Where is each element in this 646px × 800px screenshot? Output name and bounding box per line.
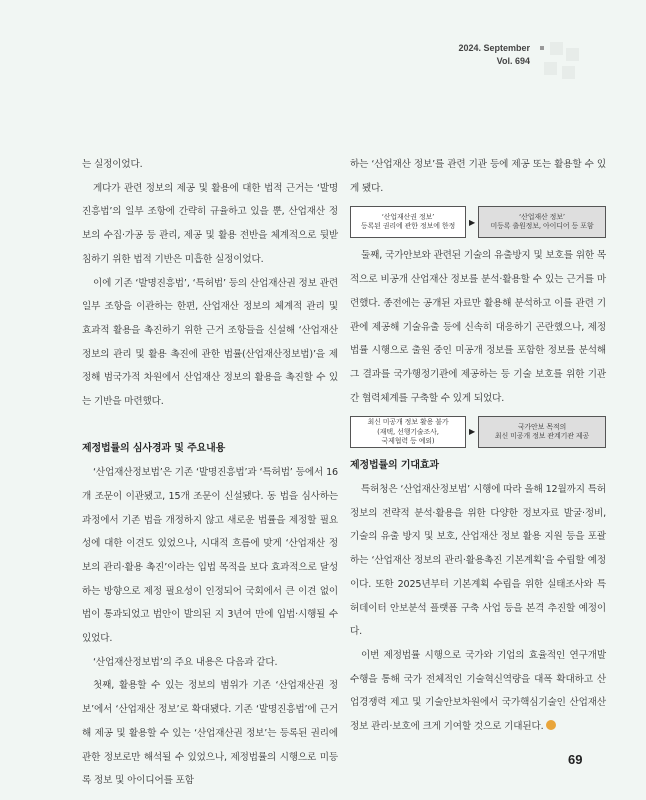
issue-date: 2024. September <box>458 43 530 53</box>
comparison-diagram <box>350 414 606 450</box>
left-column <box>82 153 338 793</box>
issue-header <box>458 42 530 68</box>
before-box <box>350 206 466 238</box>
paragraph-text: ‘산업재산정보법’은 기존 ‘발명진흥법’과 ‘특허법’ 등에서 16개 조문이 이관됐고, 15개 조문이 신설됐다. 동 법을 심사하는 과정에서 기존 법을 개정하지 않고 새로운 법률을 제정할 필요성에 대한 이견도 있었으나, 시대적 흐름에 맞게 ‘산업재산 정보의 관리·활용 촉진’이라는 입법 목적을 보다 효과적으로 달성하는 방향으로 제정 필요성이 인정되어 국회에서 큰 이견 없이 법이 통과되었고 법안이 발의된 지 3년여 만에 입법·시행될 수 있었다. <box>82 467 338 645</box>
body-paragraph <box>350 153 606 200</box>
paragraph-text: 하는 ‘산업재산 정보’를 관련 기관 등에 제공 또는 활용할 수 있게 됐다. <box>350 159 606 194</box>
paragraph-text: 는 실정이었다. <box>82 159 143 170</box>
paragraph-text: 게다가 관련 정보의 제공 및 활용에 대한 법적 근거는 ‘발명진흥법’의 일부 조항에 간략히 규율하고 있을 뿐, 산업재산 정보의 수집·가공 등 관리, 제공 및 활용 전반을 체계적으로 뒷받침하기 위한 법적 기반은 미흡한 실정이었다. <box>82 182 338 265</box>
before-box-line: ‘산업재산권 정보’ <box>381 212 435 221</box>
before-box <box>350 416 466 448</box>
header-decoration <box>540 42 584 86</box>
after-box-line: ‘산업재산 정보’ <box>519 212 565 221</box>
comparison-diagram <box>350 204 606 240</box>
body-paragraph <box>350 644 606 739</box>
section-heading: 제정법률의 기대효과 <box>350 460 439 472</box>
body-paragraph <box>82 272 338 414</box>
right-column <box>350 153 606 739</box>
body-paragraph <box>82 461 338 651</box>
before-box-line: 등록된 권리에 관한 정보에 한정 <box>360 222 456 231</box>
paragraph-text: ‘산업재산정보법’의 주요 내용은 다음과 같다. <box>93 656 278 668</box>
paragraph-text: 이번 제정법률 시행으로 국가와 기업의 효율적인 연구개발 수행을 통해 국가 전체적인 기술혁신역량을 대폭 확대하고 산업경쟁력 제고 및 기술안보차원에서 국가핵심기술인 산업재산 정보 관리·보호에 크게 기여할 것으로 기대된다. <box>350 649 606 733</box>
before-box-line: 국제협력 등 예외) <box>381 437 435 446</box>
paragraph-text: 특허청은 ‘산업재산정보법’ 시행에 따라 올해 12월까지 특허정보의 전략적 분석·활용을 위한 다양한 정보자료 발굴·정비, 기술의 유출 방지 및 보호, 산업재산 정보 활용 지원 등을 포괄하는 ‘산업재산 정보의 관리·활용촉진 기본계획’을 수립할 예정이다. 또한 2025년부터 기본계획 수립을 위한 실태조사와 특허데이터 안보분석 플랫폼 구축 사업 등을 본격 추진할 예정이다. <box>350 484 606 638</box>
before-box-line: (재택, 선행기술조사, <box>377 427 439 436</box>
after-box-line: 국가안보 목적의 <box>517 422 567 431</box>
body-paragraph <box>82 651 338 675</box>
paragraph-text: 이에 기존 ‘발명진흥법’, ‘특허법’ 등의 산업재산권 정보 관련 일부 조항을 이관하는 한편, 산업재산 정보의 체계적 관리 및 효과적 활용을 촉진하기 위한 근거 조항들을 신설해 ‘산업재산 정보의 관리 및 활용 촉진에 관한 법률(산업재산정보법)’을 제정해 범국가적 차원에서 산업재산 정보의 활용을 촉진할 수 있는 기반을 마련했다. <box>82 277 338 408</box>
paragraph-text: 둘째, 국가안보와 관련된 기술의 유출방지 및 보호를 위한 목적으로 비공개 산업재산 정보를 분석·활용할 수 있는 근거를 마련했다. 종전에는 공개된 자료만 활용해 분석하고 이를 관련 기관에 제공해 기술유출 등에 신속히 대응하기 곤란했으나, 제정법률 시행으로 출원 중인 미공개 정보를 포함한 정보를 분석해 그 결과를 국가행정기관에 제공하는 등 기술 보호를 위한 기관 간 협력체계를 구축할 수 있게 되었다. <box>350 250 606 404</box>
section-heading: 제정법률의 심사경과 및 주요내용 <box>82 443 226 455</box>
body-paragraph <box>82 177 338 272</box>
body-paragraph <box>82 674 338 793</box>
end-mark-icon <box>546 720 556 730</box>
arrow-right-icon: ▶ <box>468 427 475 437</box>
after-box <box>478 416 606 448</box>
paragraph-text: 첫째, 활용할 수 있는 정보의 범위가 기존 ‘산업재산권 정보’에서 ‘산업재산 정보’로 확대됐다. 기존 ‘발명진흥법’에 근거해 제공 및 활용할 수 있는 ‘산업재산권 정보’는 등록된 권리에 관한 정보로만 해석될 수 있었으나, 제정법률의 시행으로 미등록 정보 및 아이디어를 포함 <box>82 680 338 787</box>
issue-volume: Vol. 694 <box>496 56 530 66</box>
body-paragraph <box>350 244 606 410</box>
before-box-line: 최신 미공개 정보 활용 불가 <box>367 418 449 427</box>
body-paragraph <box>82 153 338 177</box>
spacer <box>82 414 338 438</box>
page-number: 69 <box>568 752 583 767</box>
body-paragraph <box>350 478 606 644</box>
after-box-line: 미등록 출원정보, 아이디어 등 포함 <box>490 222 594 231</box>
after-box <box>478 206 606 238</box>
arrow-right-icon: ▶ <box>468 217 475 227</box>
after-box-line: 최신 미공개 정보 관계기관 제공 <box>494 432 590 441</box>
